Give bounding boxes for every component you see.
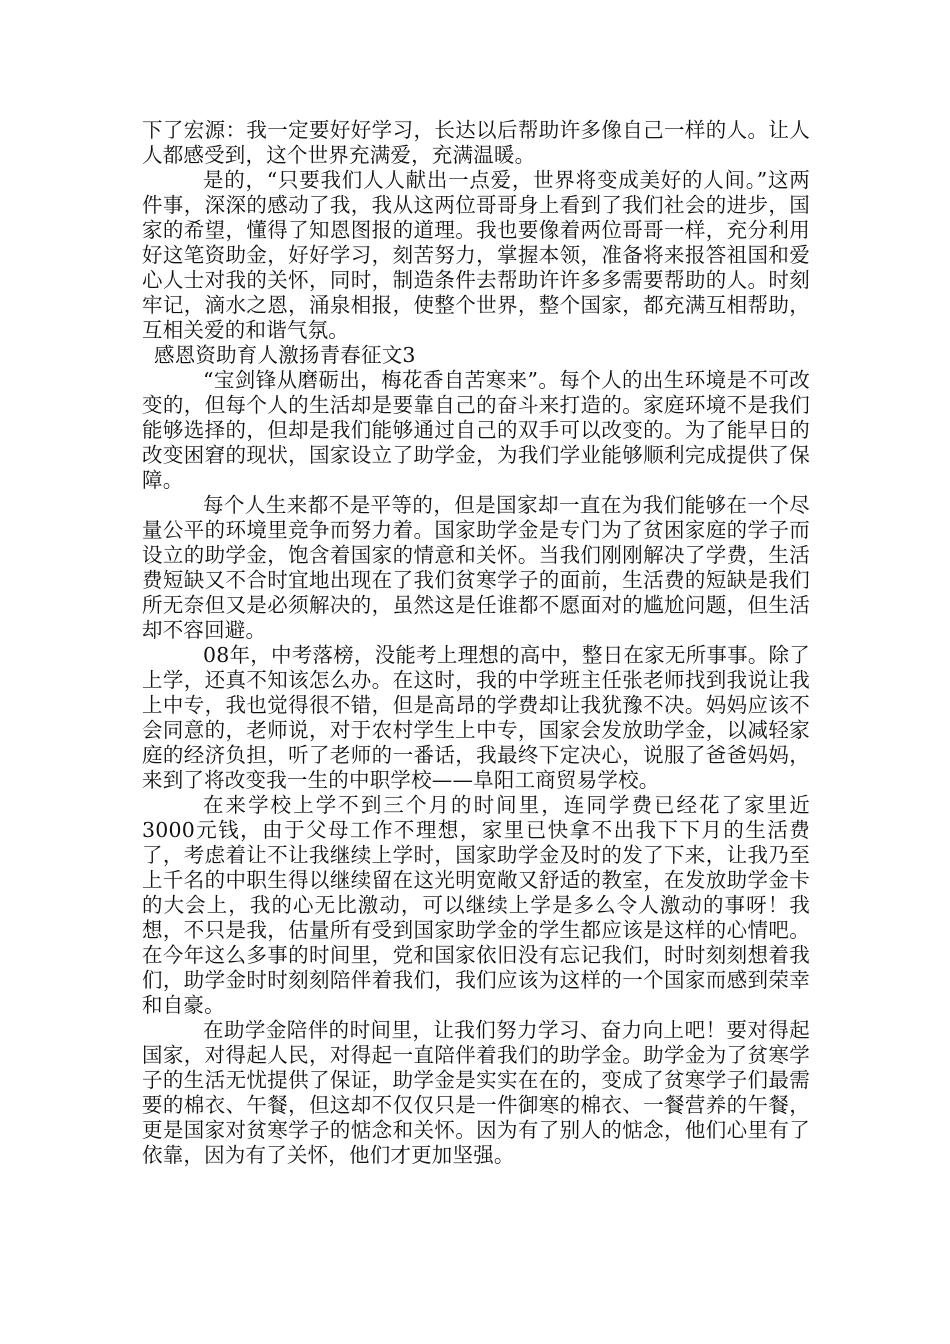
document-body (142, 118, 810, 1168)
paragraph-continuation: 下了宏源：我一定要好好学习，长达以后帮助许多像自己一样的人。让人人都感受到，这个世界充满爱，充满温暖。 (142, 118, 810, 167)
paragraph: 在助学金陪伴的时间里，让我们努力学习、奋力向上吧！要对得起国家，对得起人民，对得起一直陪伴着我们的助学金。助学金为了贫寒学子的生活无忧提供了保证，助学金是实实在在的，变成了贫寒学子们最需要的棉衣、午餐，但这却不仅仅只是一件御寒的棉衣、一餐营养的午餐，更是国家对贫寒学子的惦念和关怀。因为有了别人的惦念，他们心里有了依靠，因为有了关怀，他们才更加坚强。 (142, 1018, 810, 1167)
paragraph: “宝剑锋从磨砺出，梅花香自苦寒来”。每个人的出生环境是不可改变的，但每个人的生活却是要靠自己的奋斗来打造的。家庭环境不是我们能够选择的，但却是我们能够通过自己的双手可以改变的。为了能早日的改变困窘的现状，国家设立了助学金，为我们学业能够顺利完成提供了保障。 (142, 368, 810, 492)
paragraph: 在来学校上学不到三个月的时间里，连同学费已经花了家里近3000元钱，由于父母工作不理想，家里已快拿不出我下下月的生活费了，考虑着让不让我继续上学时，国家助学金及时的发了下来，让我乃至上千名的中职生得以继续留在这光明宽敞又舒适的教室，在发放助学金卡的大会上，我的心无比激动，可以继续上学是多么令人激动的事呀！我想，不只是我，估量所有受到国家助学金的学生都应该是这样的心情吧。在今年这么多事的时间里，党和国家依旧没有忘记我们，时时刻刻想着我们，助学金时时刻刻陪伴着我们，我们应该为这样的一个国家而感到荣幸和自豪。 (142, 793, 810, 1017)
paragraph: 08年，中考落榜，没能考上理想的高中，整日在家无所事事。除了上学，还真不知该怎么办。在这时，我的中学班主任张老师找到我说让我上中专，我也觉得很不错，但是高昂的学费却让我犹豫不决。妈妈应该不会同意的，老师说，对于农村学生上中专，国家会发放助学金，以减轻家庭的经济负担，听了老师的一番话，我最终下定决心，说服了爸爸妈妈，来到了将改变我一生的中职学校——阜阳工商贸易学校。 (142, 643, 810, 792)
paragraph: 每个人生来都不是平等的，但是国家却一直在为我们能够在一个尽量公平的环境里竞争而努力着。国家助学金是专门为了贫困家庭的学子而设立的助学金，饱含着国家的情意和关怀。当我们刚刚解决了学费，生活费短缺又不合时宜地出现在了我们贫寒学子的面前，生活费的短缺是我们所无奈但又是必须解决的，虽然这是任谁都不愿面对的尴尬问题，但生活却不容回避。 (142, 493, 810, 642)
section-heading: 感恩资助育人激扬青春征文3 (154, 343, 416, 367)
paragraph: 是的，“只要我们人人献出一点爱，世界将变成美好的人间。”这两件事，深深的感动了我，我从这两位哥哥身上看到了我们社会的进步，国家的希望，懂得了知恩图报的道理。我也要像着两位哥哥一样，充分利用好这笔资助金，好好学习，刻苦努力，掌握本领，准备将来报答祖国和爱心人士对我的关怀，同时，制造条件去帮助许许多多需要帮助的人。时刻牢记，滴水之恩，涌泉相报，使整个世界，整个国家，都充满互相帮助，互相关爱的和谐气氛。 (142, 168, 810, 342)
